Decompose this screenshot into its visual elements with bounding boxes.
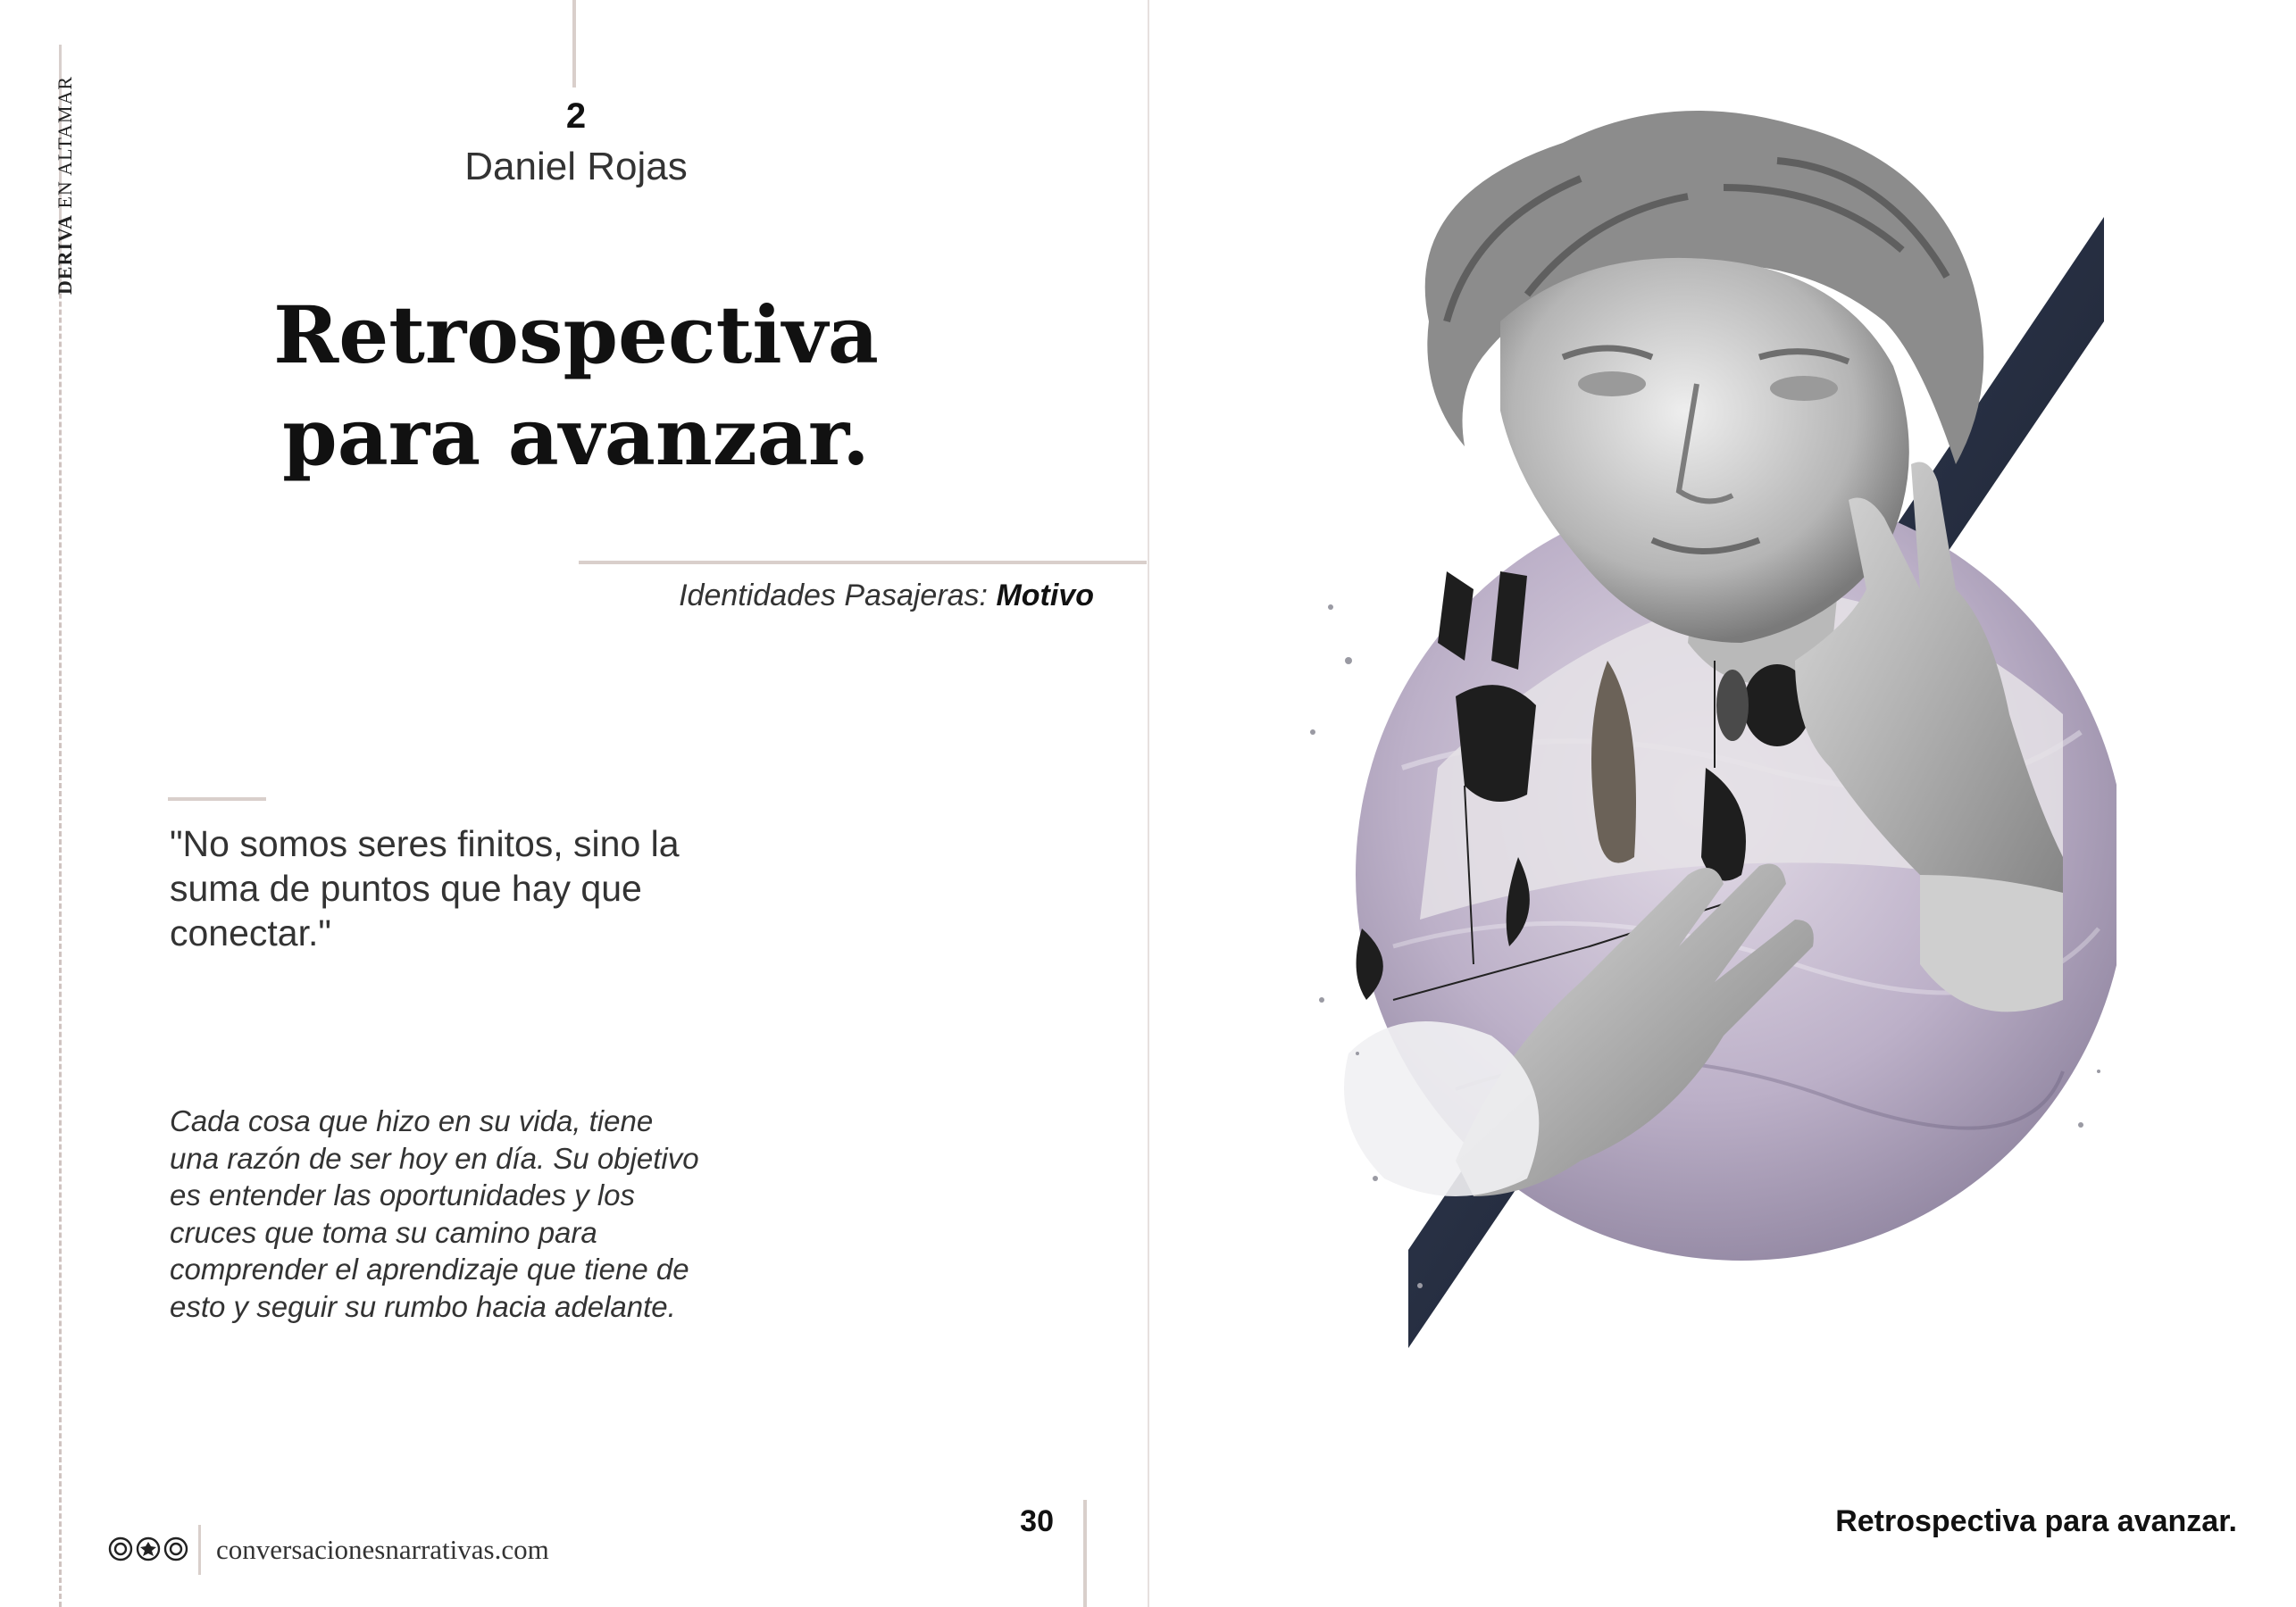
series-label-rest: EN ALTAMAR [54,75,76,215]
intro-paragraph: Cada cosa que hizo en su vida, tiene una razón de ser hoy en día. Su objetivo es entender las oportunidades y los cruces que toma su camino para comprender el aprendizaje que tiene de esto y seguir su rumbo hacia adelante. [170,1104,699,1323]
running-title: Retrospectiva para avanzar. [1835,1504,2237,1538]
top-center-rule [572,0,576,87]
footer-separator [198,1525,201,1575]
article-title [259,284,893,487]
quote-rule [168,797,266,801]
subtitle-strong: Motivo [996,579,1094,612]
page-number-rule [1083,1500,1087,1607]
collage-artwork [1295,89,2116,1357]
title-rule [579,561,1147,564]
title-line-2: para avanzar. [282,390,870,483]
series-label [54,0,89,295]
author-name: Daniel Rojas [464,145,688,188]
series-label-strong: DERIVA [54,214,76,295]
page-number: 30 [1020,1504,1054,1538]
pull-quote: "No somos seres finitos, sino la suma de puntos que hay que conectar." [170,823,680,953]
page-spine [1148,0,1149,1607]
section-subtitle [589,579,1094,613]
logo-circles-icon [107,1534,189,1564]
title-line-1: Retrospectiva [273,288,879,381]
subtitle-prefix: Identidades Pasajeras: [679,579,997,612]
footer-url[interactable]: conversacionesnarrativas.com [216,1534,549,1565]
chapter-number: 2 [565,96,587,136]
